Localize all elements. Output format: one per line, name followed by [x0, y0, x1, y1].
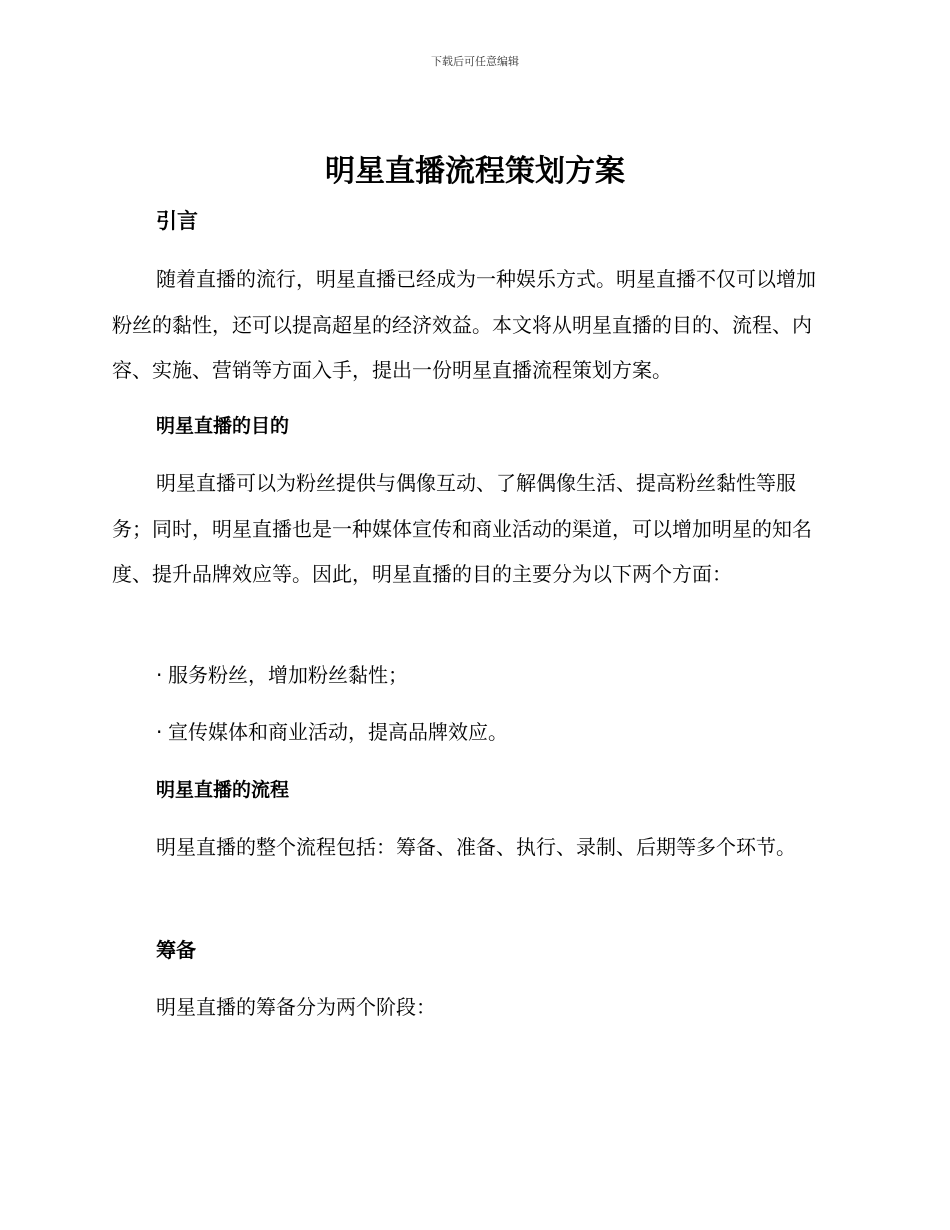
bullet-dot: · — [156, 720, 163, 744]
section-heading-intro: 引言 — [156, 209, 198, 233]
paragraph-preparation: 明星直播的筹备分为两个阶段： — [156, 995, 436, 1019]
list-item — [156, 710, 508, 755]
paragraph-purpose: 明星直播可以为粉丝提供与偶像互动、了解偶像生活、提高粉丝黏性等服务；同时，明星直播也是一种媒体宣传和商业活动的渠道，可以增加明星的知名度、提升品牌效应等。因此，明星直播的目的主要分为以下两个方面： — [112, 471, 812, 586]
document-title: 明星直播流程策划方案 — [325, 154, 625, 189]
section-heading-preparation: 筹备 — [156, 938, 196, 962]
paragraph-intro: 随着直播的流行，明星直播已经成为一种娱乐方式。明星直播不仅可以增加粉丝的黏性，还可以提高超星的经济效益。本文将从明星直播的目的、流程、内容、实施、营销等方面入手，提出一份明星直播流程策划方案。 — [112, 267, 816, 382]
bullet-dot: · — [156, 663, 163, 687]
header-note: 下载后可任意编辑 — [431, 55, 519, 68]
list-item — [156, 653, 408, 698]
paragraph-process: 明星直播的整个流程包括：筹备、准备、执行、录制、后期等多个环节。 — [156, 835, 796, 859]
section-heading-process: 明星直播的流程 — [156, 779, 290, 801]
list-item-text: 宣传媒体和商业活动，提高品牌效应。 — [168, 720, 508, 744]
section-heading-purpose: 明星直播的目的 — [156, 415, 290, 437]
list-item-text: 服务粉丝，增加粉丝黏性； — [168, 663, 408, 687]
